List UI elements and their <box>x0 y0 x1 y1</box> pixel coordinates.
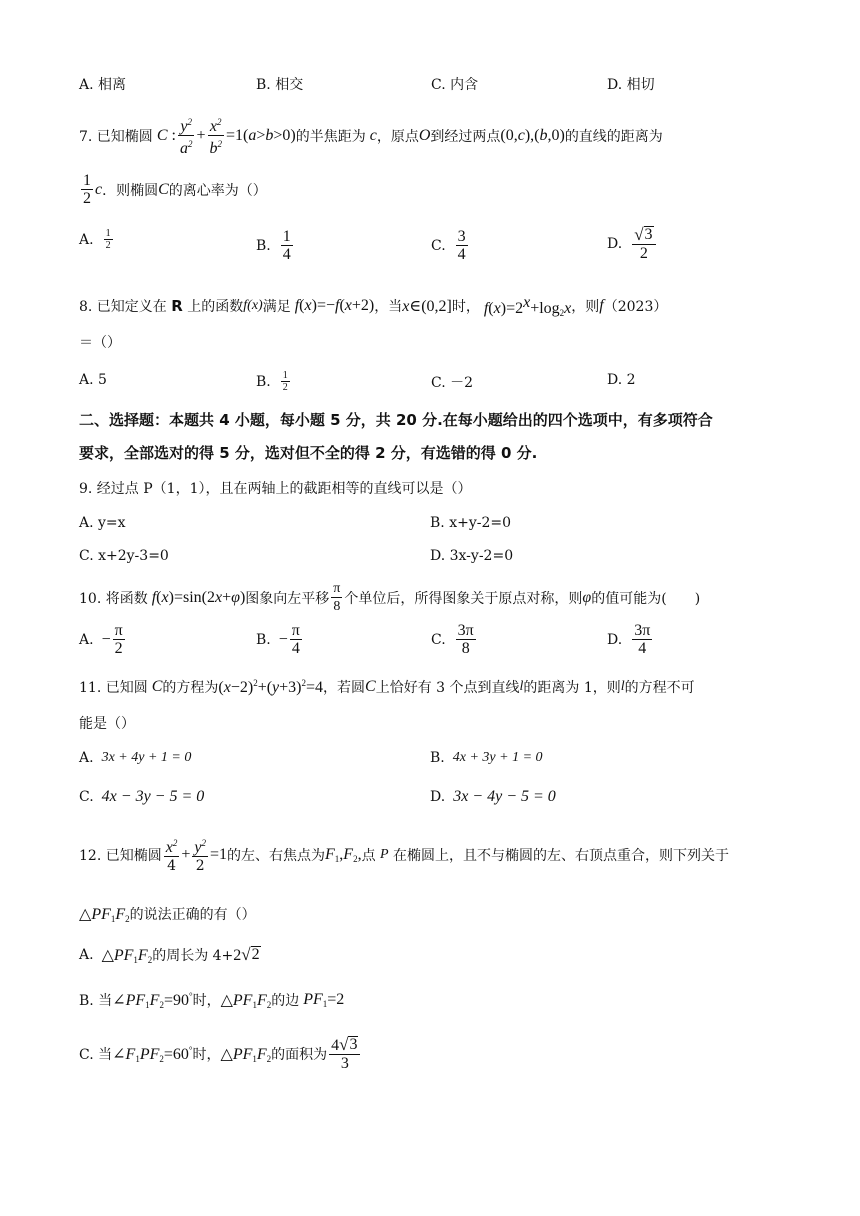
q9-option-b: B. x+y-2=0 <box>430 515 511 531</box>
q7-option-c: C. $\frac{3}{4}$ <box>431 228 466 263</box>
q9-option-d: D. 3x-y-2=0 <box>430 548 514 564</box>
q6-option-c: C. 内含 <box>431 77 479 93</box>
q12-stem-line1: 12. 已知椭圆 $\frac{x^2}{4}$ + $\frac{y^2}{2}$ =1 的左、右焦点为 $F_1,F_2$, 点 P 在椭圆上，且不与椭圆的左、右顶点重合，则下列关于 <box>79 835 729 875</box>
q9-option-a: A. y=x <box>79 515 126 531</box>
q7-option-a: A. $\frac{1}{2}$ <box>79 228 111 251</box>
q8-option-a: A. 5 <box>79 372 107 388</box>
q9-stem: 9. 经过点 P（1，1），且在两轴上的截距相等的直线可以是（） <box>79 481 472 497</box>
q10-option-b: B. − $\frac{\pi}{4}$ <box>256 622 300 657</box>
q12-option-b: B. 当 $\angle PF_1F_2=90^\circ$ 时， $\triangle PF_1F_2$ 的边 $PF_1=2$ <box>79 991 345 1010</box>
q10-option-c: C. $\frac{3\pi}{8}$ <box>431 622 474 657</box>
q11-option-d: D. 3x − 4y − 5 = 0 <box>430 788 556 805</box>
q12-stem-line2: $\triangle PF_1F_2$ 的说法正确的有（） <box>79 906 256 924</box>
q11-option-c: C. 4x − 3y − 5 = 0 <box>79 788 205 805</box>
q11-stem-line2: 能是（） <box>79 716 135 732</box>
q7-stem-line1: 7. 已知椭圆 C : $\frac{y^2}{a^2}$ + $\frac{x^2}{b^2}$ =1(a>b>0) 的半焦距为 c ，原点 O 到经过两点 (0,c),(b,0) 的直线的距离为 <box>79 114 663 157</box>
q8-stem-line2: ＝（） <box>79 335 121 351</box>
q9-option-c: C. x+2y-3=0 <box>79 548 169 564</box>
q8-option-b: B. $\frac{1}{2}$ <box>256 370 288 393</box>
q8-stem-line1: 8. 已知定义在 R 上的函数 f(x) 满足 f(x)=−f(x+2) ，当 x∈(0,2] 时， $f(x)=2^x+\log_2x$ ，则 f （2023） <box>79 294 668 318</box>
q10-stem: 10. 将函数 f(x)=sin(2x+φ) 图象向左平移 $\frac{\pi}{8}$ 个单位后，所得图象关于原点对称，则 φ 的值可能为( ) <box>79 581 701 614</box>
section-2-heading-line1: 二、选择题：本题共 4 小题，每小题 5 分，共 20 分.在每小题给出的四个选项中，有多项符合 <box>79 411 713 429</box>
q7-option-d: D. √ 3 2 <box>607 226 658 262</box>
q10-option-d: D. $\frac{3\pi}{4}$ <box>607 622 651 657</box>
q7-option-b: B. $\frac{1}{4}$ <box>256 228 291 263</box>
section-2-heading-line2: 要求，全部选对的得 5 分，选对但不全的得 2 分，有选错的得 0 分. <box>79 444 538 462</box>
q11-stem-line1: 11. 已知圆 C 的方程为 $(x-2)^2+(y+3)^2=4$ ，若圆 C 上恰好有 3 个点到直线 l 的距离为 1，则 l 的方程不可 <box>79 677 695 696</box>
q6-option-a: A. 相离 <box>79 77 127 93</box>
q10-option-a: A. − $\frac{\pi}{2}$ <box>79 622 123 657</box>
q12-option-a: A. $\triangle PF_1F_2$ 的周长为 4+ 2 √ 2 <box>79 944 260 965</box>
q11-option-a: A. 3x + 4y + 1 = 0 <box>79 750 192 766</box>
q8-option-c: C. －2 <box>431 375 474 391</box>
q8-option-d: D. 2 <box>607 372 636 388</box>
q6-option-d: D. 相切 <box>607 77 655 93</box>
q7-stem-line2: $\frac{1}{2}$ c ．则椭圆 C 的离心率为（） <box>83 172 267 207</box>
q12-option-c: C. 当 $\angle F_1PF_2=60^\circ$ 时， $\triangle PF_1F_2$ 的面积为 4 √ 3 3 <box>79 1036 362 1072</box>
q11-option-b: B. 4x + 3y + 1 = 0 <box>430 750 543 766</box>
q6-option-b: B. 相交 <box>256 77 304 93</box>
